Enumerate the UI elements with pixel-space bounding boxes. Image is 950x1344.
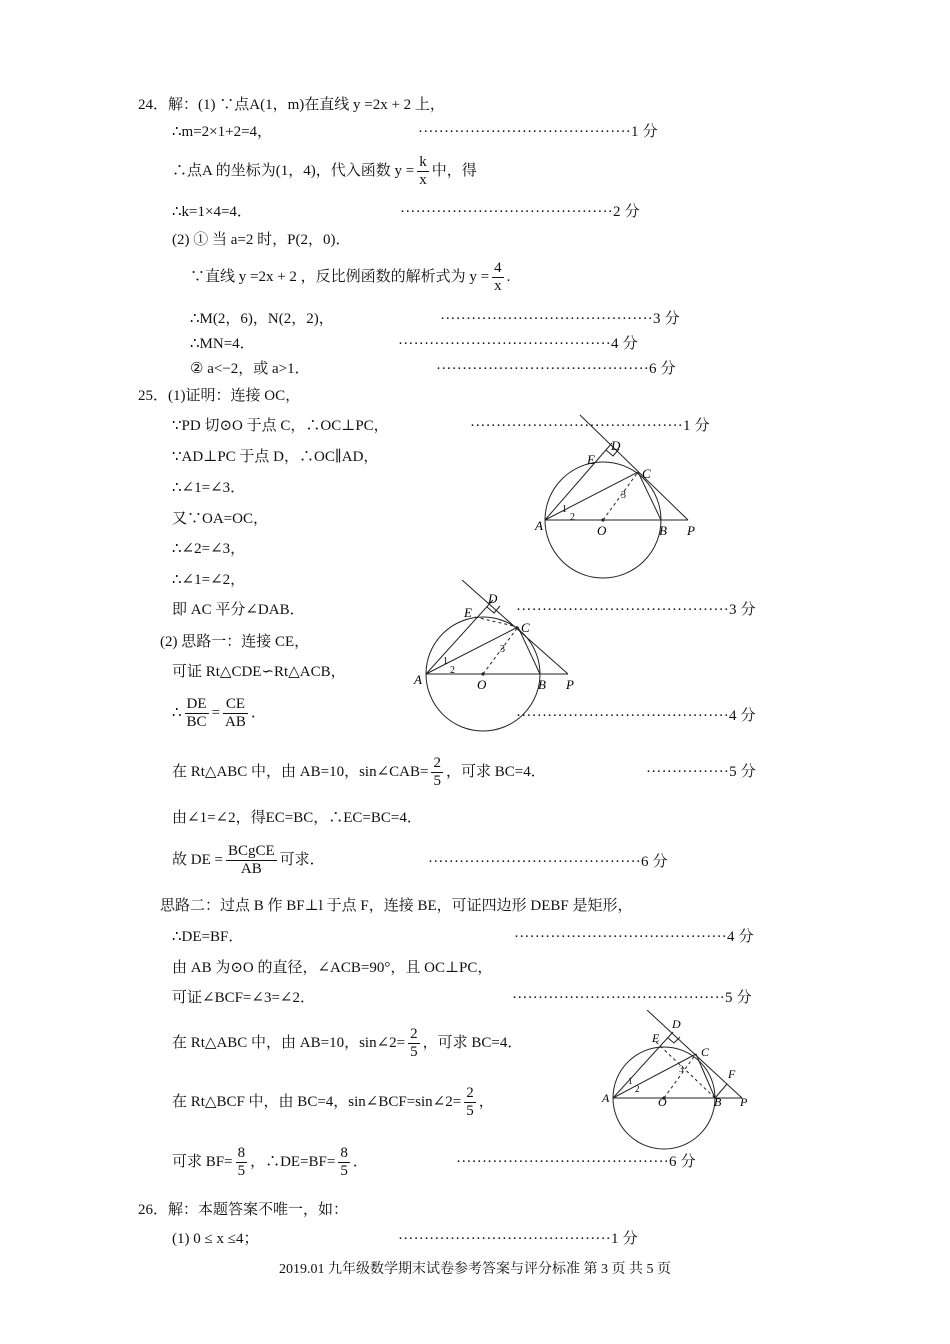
q25-line-7: ∴∠1=∠2， [172,572,246,588]
score-12: ·········································5 分 [512,990,752,1006]
label-a: A [602,1091,610,1105]
label-c: C [701,1045,710,1059]
q26-line-2: (1) 0 ≤ x ≤4； [172,1231,259,1247]
label-angle-2: 2 [570,512,575,523]
fraction-8-over-5-a: $\frac{8}{5}$ [237,1145,246,1180]
score-14: ·········································1 分 [398,1231,638,1247]
label-p: P [740,1095,748,1109]
label-angle-1: 1 [562,504,567,515]
q25-line-16: ∴DE=BF． [172,929,244,945]
fraction-2-over-5: $\frac{2}{5}$ [433,755,441,790]
geometry-figure-3 [600,1010,765,1150]
q24-line-1: 24．解：(1) ∵点A(1，m)在直线 y =2x + 2 上， [138,97,445,113]
q24-line-6: ∵直线 y =2x + 2 ，反比例函数的解析式为 y = $\frac{4}{x}$ . [190,260,511,295]
q25-line-14: 故 DE = $\frac{\text{BCgCE}}{AB}$ 可求． [172,843,325,878]
label-a: A [535,518,543,533]
fraction-k-over-x: $\frac{k}{x}$ [419,154,427,189]
q24-line-5: (2) ① 当 a=2 时，P(2，0)． [172,232,351,248]
q25-line-4: ∴∠1=∠3． [172,480,246,496]
q25-line-20: 在 Rt△BCF 中，由 BC=4，sin∠BCF=sin∠2= $\frac{2}{5}$ ， [172,1085,494,1120]
q24-line-8: ∴MN=4． [190,336,255,352]
label-d: D [672,1017,681,1031]
label-b: B [714,1095,722,1109]
fraction-ce-over-ab: $\frac{CE}{AB}$ [225,696,246,731]
label-c: C [521,620,530,635]
geometry-figure-2 [410,580,590,755]
q26-line-1: 26．解：本题答案不唯一，如： [138,1202,349,1218]
score-13: ·········································6 分 [456,1154,696,1170]
q24-line-4: ∴k=1×4=4． [172,204,252,220]
q25-line-8: 即 AC 平分∠DAB． [172,602,305,618]
label-e: E [464,605,472,620]
label-a: A [414,672,422,687]
label-angle-3: 3 [679,1064,684,1074]
score-9: ················5 分 [646,764,756,780]
q25-line-18: 可证∠BCF=∠3=∠2． [172,990,315,1006]
label-b: B [538,677,546,692]
fraction-2-over-5-c: $\frac{2}{5}$ [466,1085,474,1120]
q24-line-7: ∴M(2，6)，N(2，2)， [190,311,334,327]
label-e: E [652,1031,660,1045]
fraction-de-over-bc: $\frac{DE}{BC}$ [186,696,207,731]
score-6: ·········································1 分 [470,418,710,434]
label-angle-1: 1 [628,1076,633,1086]
q25-line-15: 思路二：过点 B 作 BF⊥l 于点 F，连接 BE，可证四边形 DEBF 是矩形， [160,898,633,914]
q24-line-3: ∴点A 的坐标为(1，4)，代入函数 y = $\frac{k}{x}$ 中，得 [172,154,477,189]
score-11: ·········································4 分 [514,929,754,945]
label-angle-1: 1 [443,656,448,667]
q25-line-19: 在 Rt△ABC 中，由 AB=10，sin∠2= $\frac{2}{5}$ ，可求 BC=4． [172,1026,523,1061]
label-angle-2: 2 [450,665,455,676]
label-b: B [659,523,667,538]
q25-line-2: ∵PD 切⊙O 于点 C，∴OC⊥PC， [172,418,389,434]
label-angle-3: 3 [500,644,505,655]
label-e: E [587,452,595,467]
label-d: D [611,438,621,453]
q25-line-21: 可求 BF= $\frac{8}{5}$ ，∴DE=BF= $\frac{8}{5}$ ． [172,1145,368,1180]
score-2: ·········································2 分 [400,204,640,220]
label-c: C [642,466,651,481]
q25-line-3: ∵AD⊥PC 于点 D，∴OC∥AD， [172,449,379,465]
score-7: ·········································3 分 [516,602,756,618]
q25-line-13: 由∠1=∠2，得EC=BC，∴EC=BC=4． [172,810,422,826]
q25-line-12: 在 Rt△ABC 中，由 AB=10，sin∠CAB= $\frac{2}{5}$ ，可求 BC=4． [172,755,546,790]
fraction-2-over-5-b: $\frac{2}{5}$ [410,1026,418,1061]
q24-line-9: ② a<−2，或 a>1． [190,361,310,377]
q25-line-6: ∴∠2=∠3， [172,541,246,557]
score-8: ·········································4 分 [516,708,756,724]
label-o: O [597,523,607,538]
q25-line-11: ∴ $\frac{DE}{BC}$ = $\frac{CE}{AB}$ ． [172,696,266,731]
q25-line-1: 25．(1)证明：连接 OC， [138,388,301,404]
geometry-figure-1 [525,410,705,585]
score-1: ·········································1 分 [418,124,658,140]
score-3: ·········································3 分 [440,311,680,327]
label-p: P [687,523,695,538]
q25-line-17: 由 AB 为⊙O 的直径，∠ACB=90°，且 OC⊥PC， [172,960,493,976]
q25-line-10: 可证 Rt△CDE∽Rt△ACB， [172,664,346,680]
q25-line-5: 又∵OA=OC， [172,511,268,527]
fraction-8-over-5-b: $\frac{8}{5}$ [340,1145,348,1180]
q25-line-9: (2) 思路一：连接 CE， [160,634,310,650]
label-angle-2: 2 [635,1084,640,1094]
score-10: ·········································6 分 [428,854,668,870]
label-o: O [477,677,487,692]
score-5: ·········································6 分 [436,361,676,377]
label-p: P [566,677,574,692]
page-footer: 2019.01 九年级数学期末试卷参考答案与评分标准 第 3 页 共 5 页 [279,1262,671,1277]
label-angle-3: 3 [621,490,626,501]
label-d: D [488,591,498,606]
q24-line-2: ∴m=2×1+2=4， [172,124,273,140]
score-4: ·········································4 分 [398,336,638,352]
fraction-4-over-x: $\frac{4}{x}$ [494,260,502,295]
fraction-bcce-over-ab: $\frac{\text{BCgCE}}{AB}$ [227,843,275,878]
label-o: O [658,1095,667,1109]
label-f: F [728,1067,736,1081]
